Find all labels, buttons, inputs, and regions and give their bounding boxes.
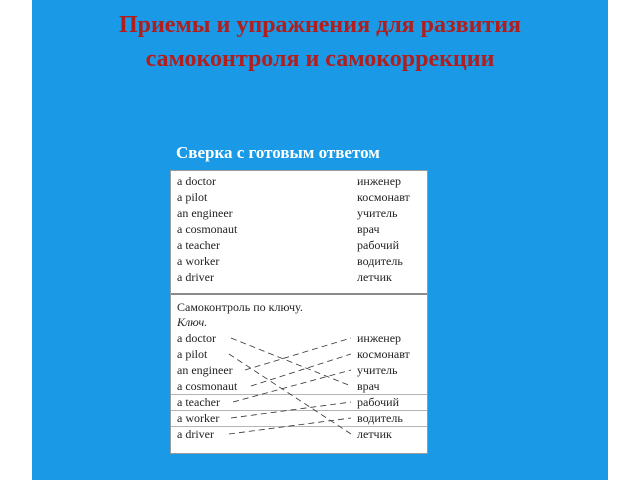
key-russian-word: врач bbox=[357, 379, 380, 393]
exercise-russian-word: рабочий bbox=[357, 238, 399, 252]
key-english-word: a doctor bbox=[177, 331, 216, 345]
exercise-russian-word: учитель bbox=[357, 206, 398, 220]
key-russian-word: учитель bbox=[357, 363, 398, 377]
exercise-row bbox=[171, 269, 427, 285]
key-russian-word: космонавт bbox=[357, 347, 410, 361]
key-section bbox=[171, 293, 427, 455]
match-line-doctor bbox=[231, 338, 351, 386]
exercise-english-word: a pilot bbox=[177, 190, 208, 204]
exercise-row bbox=[171, 173, 427, 189]
exercise-section bbox=[171, 171, 427, 293]
key-english-word: a worker bbox=[177, 411, 220, 425]
worksheet-image bbox=[170, 170, 428, 454]
exercise-row bbox=[171, 205, 427, 221]
key-english-word: a pilot bbox=[177, 347, 208, 361]
slide-title-line-1: Приемы и упражнения для развития bbox=[118, 12, 522, 38]
exercise-english-word: a teacher bbox=[177, 238, 220, 252]
key-label: Ключ. bbox=[177, 315, 208, 329]
slide-subtitle: Сверка с готовым ответом bbox=[176, 143, 380, 162]
key-russian-word: рабочий bbox=[357, 395, 399, 409]
match-line-teacher bbox=[233, 370, 351, 402]
exercise-russian-word: летчик bbox=[357, 270, 392, 284]
exercise-english-word: a driver bbox=[177, 270, 214, 284]
key-russian-word: водитель bbox=[357, 411, 403, 425]
exercise-english-word: a cosmonaut bbox=[177, 222, 238, 236]
exercise-row bbox=[171, 237, 427, 253]
match-line-worker bbox=[231, 402, 351, 418]
exercise-english-word: a worker bbox=[177, 254, 220, 268]
exercise-row bbox=[171, 253, 427, 269]
exercise-english-word: a doctor bbox=[177, 174, 216, 188]
exercise-row bbox=[171, 221, 427, 237]
key-english-word: an engineer bbox=[177, 363, 233, 377]
slide-title-line-2: самоконтроля и самокоррекции bbox=[145, 46, 495, 72]
exercise-russian-word: инженер bbox=[357, 174, 402, 188]
exercise-english-word: an engineer bbox=[177, 206, 233, 220]
exercise-russian-word: врач bbox=[357, 222, 380, 236]
key-heading: Самоконтроль по ключу. bbox=[177, 300, 303, 314]
answer-key-lines bbox=[171, 295, 427, 455]
match-line-driver bbox=[229, 418, 351, 434]
exercise-row bbox=[171, 189, 427, 205]
slide-title bbox=[32, 8, 608, 76]
match-line-cosmonaut bbox=[251, 354, 351, 386]
key-russian-word: летчик bbox=[357, 427, 392, 441]
match-line-pilot bbox=[229, 354, 351, 434]
key-russian-word: инженер bbox=[357, 331, 402, 345]
exercise-russian-word: космонавт bbox=[357, 190, 410, 204]
key-english-word: a teacher bbox=[177, 395, 220, 409]
key-english-word: a cosmonaut bbox=[177, 379, 238, 393]
key-english-word: a driver bbox=[177, 427, 214, 441]
exercise-russian-word: водитель bbox=[357, 254, 403, 268]
